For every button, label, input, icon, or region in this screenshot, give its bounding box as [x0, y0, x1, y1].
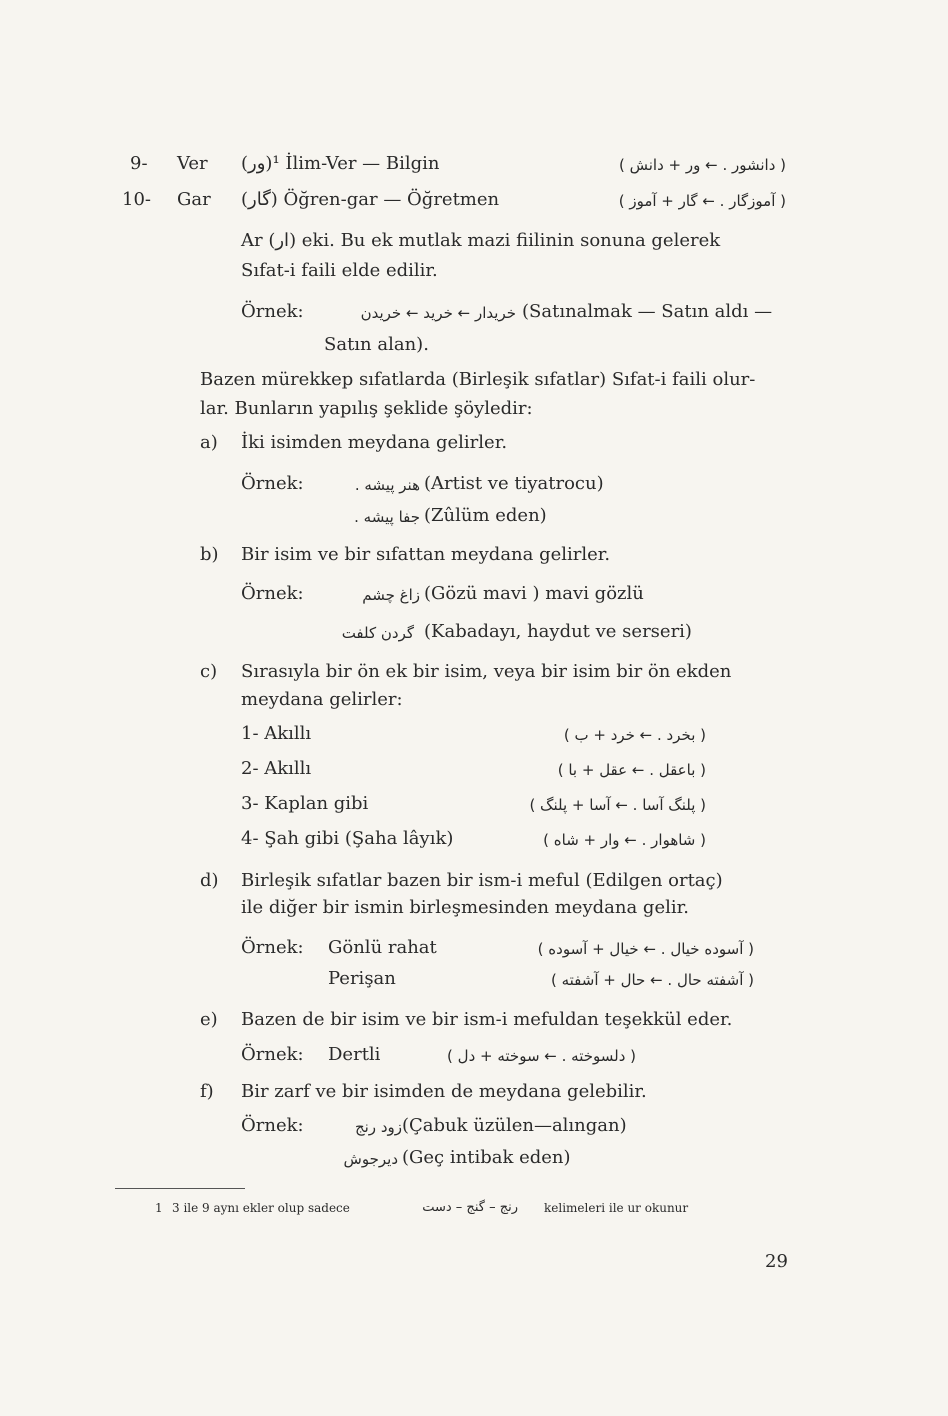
body-text: Bir isim ve bir sıfattan meydana gelirler.	[241, 544, 611, 565]
list-letter: b)	[200, 544, 219, 565]
list-letter: a)	[200, 432, 218, 453]
footnote-rule	[115, 1188, 245, 1189]
arabic-derivation: ( آموزگار . ← گار + آموز )	[618, 192, 786, 210]
body-text: Perişan	[328, 968, 396, 989]
list-letter: e)	[200, 1009, 218, 1030]
example-label: Örnek:	[241, 301, 304, 322]
body-text: (Zûlüm eden)	[424, 505, 547, 526]
body-text: Gönlü rahat	[328, 937, 437, 958]
example-label: Örnek:	[241, 937, 304, 958]
suffix-term: Ver	[177, 153, 208, 174]
body-text: Satın alan).	[324, 334, 429, 355]
arabic-word: گردن کلفت	[341, 624, 414, 642]
suffix-example: (گار) Öğren-gar — Öğretmen	[241, 189, 500, 210]
body-text: Birleşik sıfatlar bazen bir ism-i meful (Edilgen ortaç)	[241, 870, 723, 891]
example-label: Örnek:	[241, 1044, 304, 1065]
arabic-derivation: ( آسوده خیال . ← خیال + آسوده )	[537, 940, 754, 958]
arabic-derivation: ( دلسوخته . ← سوخته + دل )	[447, 1047, 636, 1065]
list-letter: d)	[200, 870, 219, 891]
list-number: 9-	[130, 153, 148, 174]
list-item: 2- Akıllı	[241, 758, 312, 779]
arabic-word: جفا پیشه .	[354, 508, 420, 526]
list-number: 10-	[122, 189, 151, 210]
body-text: lar. Bunların yapılış şeklide şöyledir:	[200, 398, 533, 419]
page-number: 29	[765, 1251, 788, 1272]
arabic-derivation: ( باعقل . ← عقل + با )	[557, 761, 706, 779]
footnote-arabic: رنج – گنج – دست	[422, 1200, 518, 1215]
example-label: Örnek:	[241, 473, 304, 494]
list-letter: c)	[200, 661, 218, 682]
list-letter: f)	[200, 1081, 214, 1102]
arabic-word: زاغ چشم	[362, 586, 420, 604]
body-text: Bazen mürekkep sıfatlarda (Birleşik sıfatlar) Sıfat-i faili olur-	[200, 369, 756, 390]
arabic-derivation: خریدار ← خرید ← خریدن	[360, 304, 516, 322]
body-text: (Çabuk üzülen—alıngan)	[402, 1115, 627, 1136]
body-text: Bazen de bir isim ve bir ism-i mefuldan teşekkül eder.	[241, 1009, 733, 1030]
arabic-derivation: ( دانشور . ← ور + دانش )	[618, 156, 786, 174]
footnote-text: kelimeleri ile ur okunur	[544, 1201, 689, 1215]
example-label: Örnek:	[241, 583, 304, 604]
arabic-derivation: ( پلنگ آسا . ← آسا + پلنگ )	[529, 796, 706, 814]
footnote-text: 3 ile 9 aynı ekler olup sadece	[172, 1201, 350, 1215]
list-item: 1- Akıllı	[241, 723, 312, 744]
arabic-word: زود رنج	[354, 1118, 402, 1136]
arabic-word: هنر پیشه .	[354, 476, 420, 494]
list-item: 3- Kaplan gibi	[241, 793, 369, 814]
body-text: meydana gelirler:	[241, 689, 403, 710]
arabic-derivation: ( بخرد . ← خرد + ب )	[563, 726, 706, 744]
arabic-word: دیرجوش	[343, 1150, 398, 1168]
suffix-example: (ور)¹ İlim-Ver — Bilgin	[241, 153, 440, 174]
list-item: 4- Şah gibi (Şaha lâyık)	[241, 828, 454, 849]
body-text: İki isimden meydana gelirler.	[241, 432, 508, 453]
body-text: Ar (ار) eki. Bu ek mutlak mazi fiilinin sonuna gelerek	[241, 230, 721, 251]
body-text: (Satınalmak — Satın aldı —	[522, 301, 773, 322]
body-text: (Geç intibak eden)	[402, 1147, 571, 1168]
body-text: (Kabadayı, haydut ve serseri)	[424, 621, 692, 642]
body-text: Sırasıyla bir ön ek bir isim, veya bir isim bir ön ekden	[241, 661, 732, 682]
body-text: Sıfat-i faili elde edilir.	[241, 260, 438, 281]
example-label: Örnek:	[241, 1115, 304, 1136]
arabic-derivation: ( آشفته حال . ← حال + آشفته )	[550, 971, 754, 989]
arabic-derivation: ( شاهوار . ← وار + شاه )	[543, 831, 706, 849]
body-text: (Gözü mavi ) mavi gözlü	[424, 583, 644, 604]
body-text: (Artist ve tiyatrocu)	[424, 473, 604, 494]
footnote-number: 1	[155, 1201, 163, 1215]
body-text: Bir zarf ve bir isimden de meydana gelebilir.	[241, 1081, 647, 1102]
body-text: Dertli	[328, 1044, 381, 1065]
suffix-term: Gar	[177, 189, 211, 210]
body-text: ile diğer bir ismin birleşmesinden meydana gelir.	[241, 897, 689, 918]
